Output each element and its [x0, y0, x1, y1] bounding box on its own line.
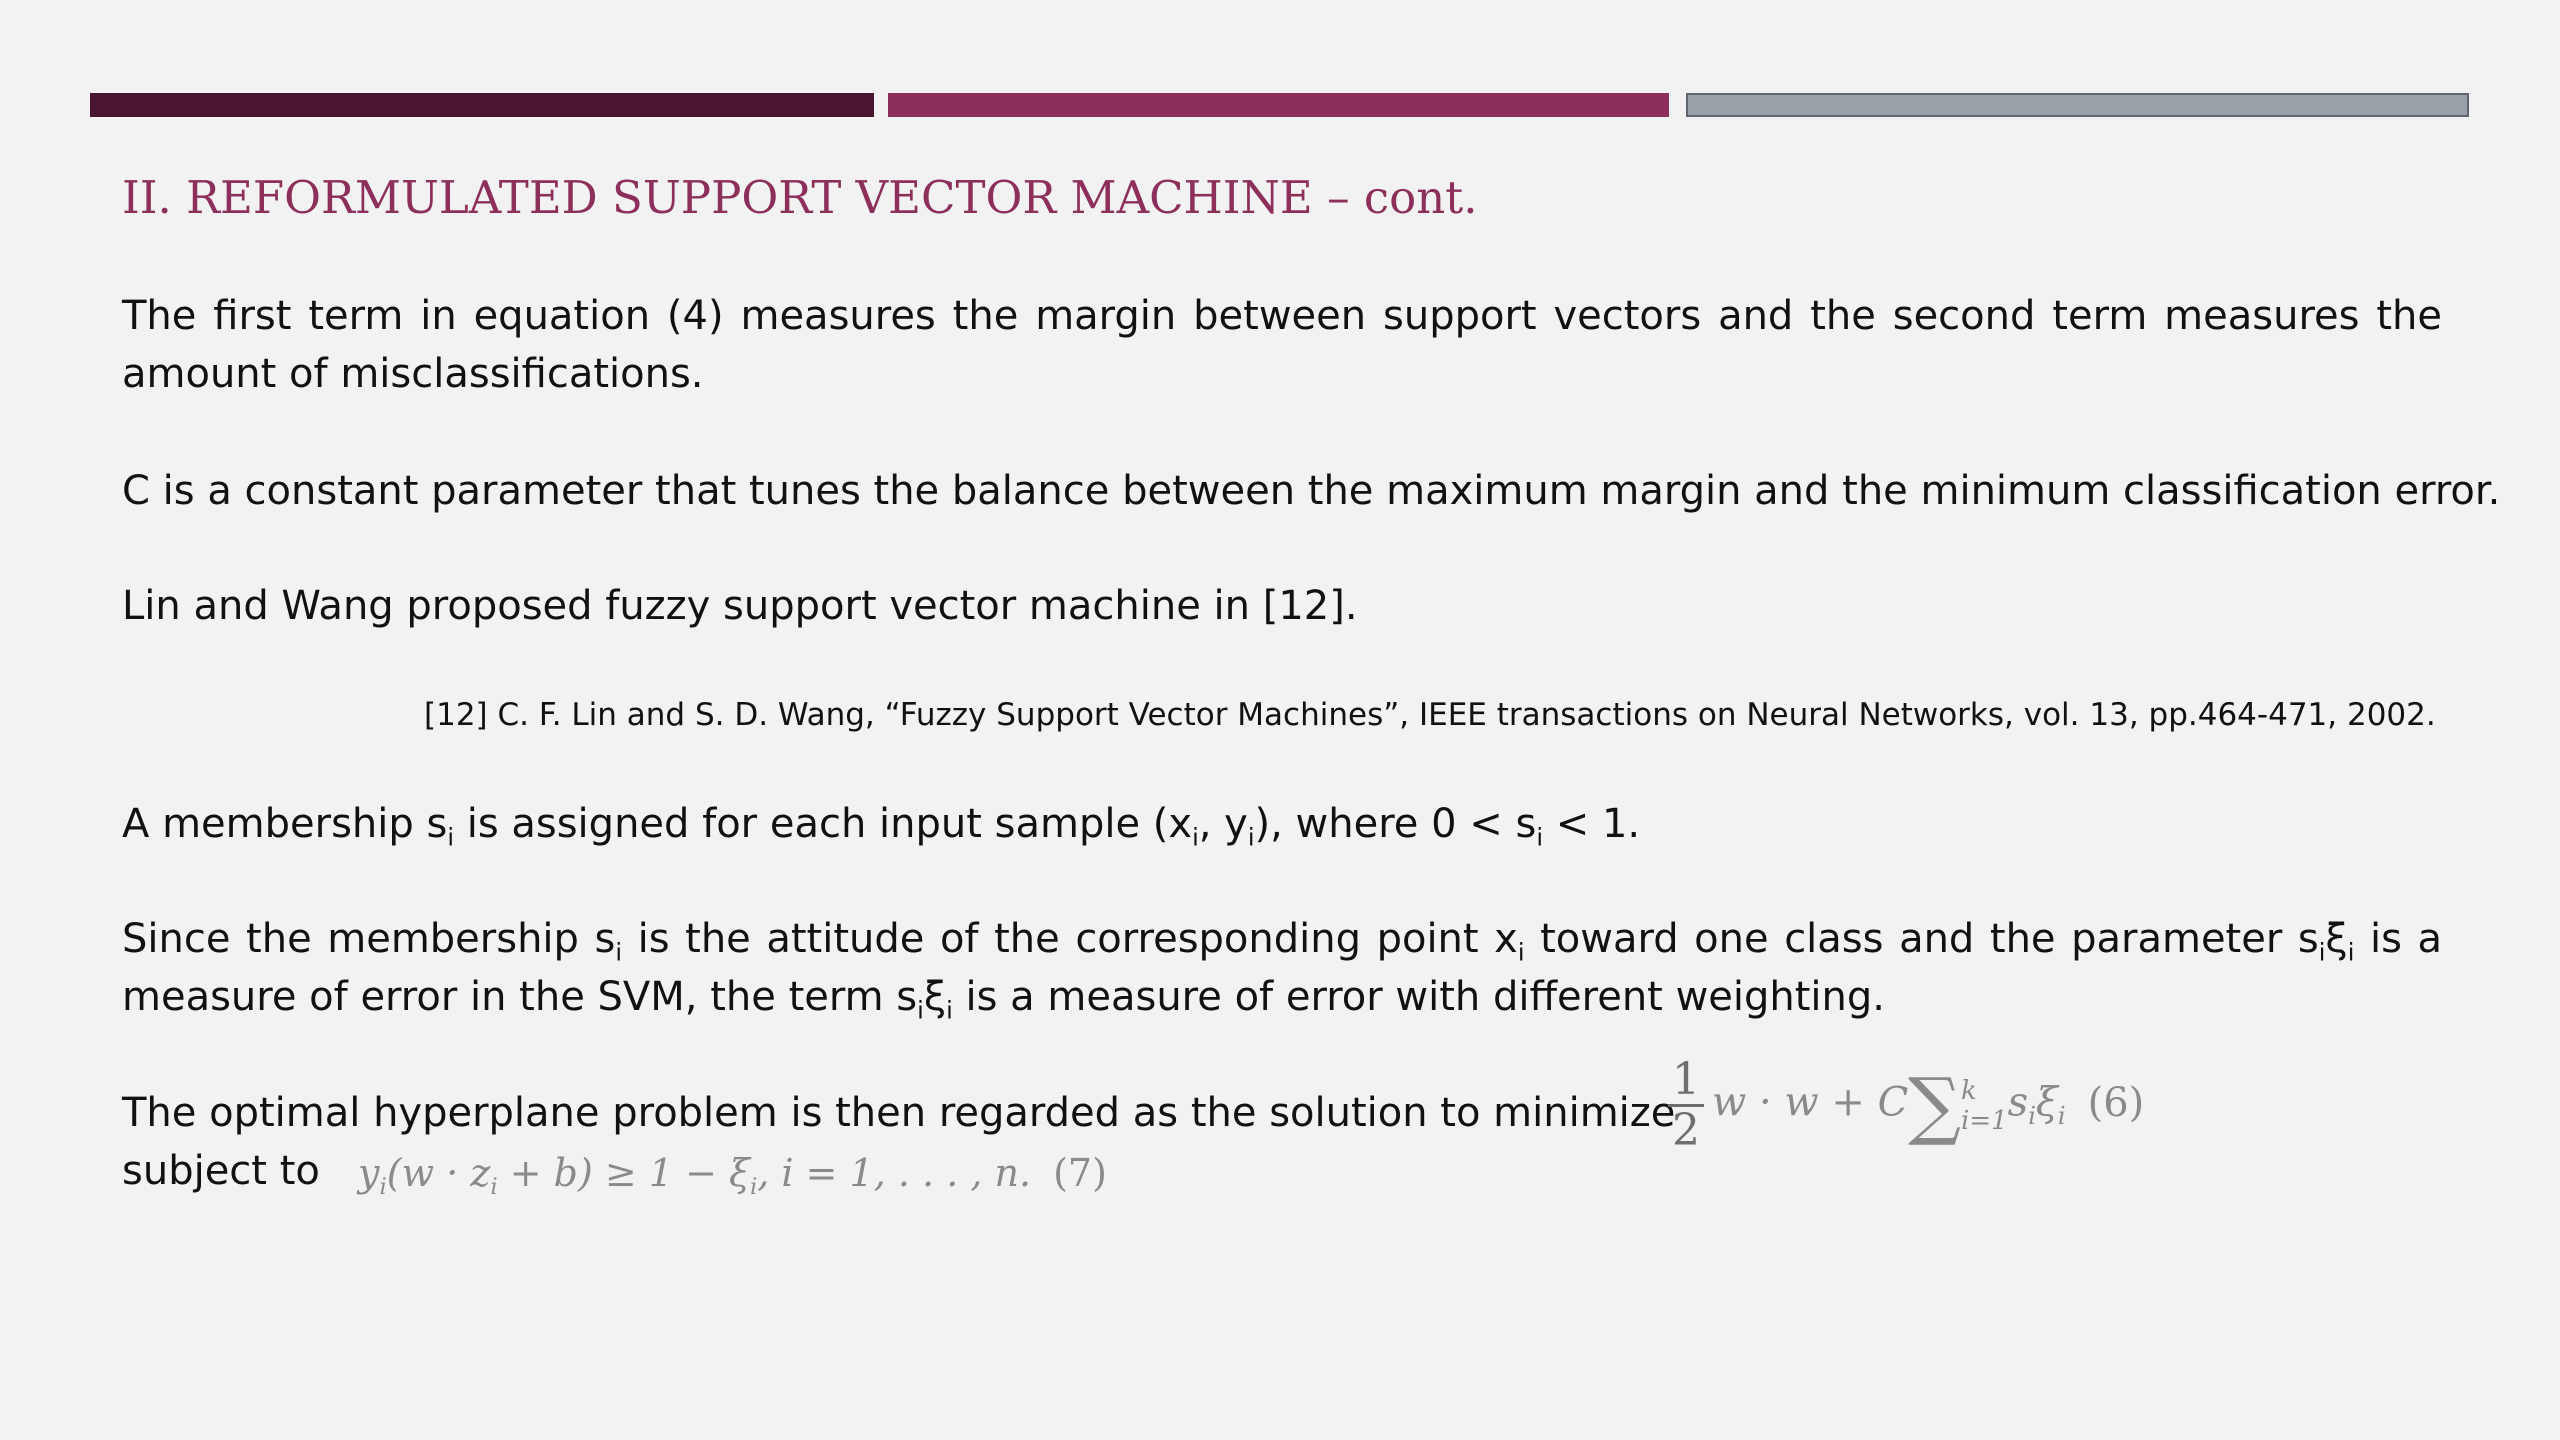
paragraph-optimal-hyperplane: The optimal hyperplane problem is then regarded as the solution to minimize [122, 1090, 1676, 1136]
paragraph-since-membership: Since the membership $s_i$ is the attitude of the corresponding point $x_i$ toward one class and the parameter $s_i\xi_i$ is a measure of error in the SVM, the term $s_i\xi_i$ is a measure of error with different weighting. [122, 916, 2442, 1025]
paragraph-membership: A membership $s_i$ is assigned for each input sample ($x_i$, $y_i$), where $0 < s_i < 1$. [122, 801, 1641, 852]
reference-citation: [12] C. F. Lin and S. D. Wang, “Fuzzy Support Vector Machines”, IEEE transactions on Neural Networks, vol. 13, pp.464-471, 2002. [424, 697, 2436, 733]
paragraph-subject-to: subject to [122, 1148, 320, 1194]
formula-fraction: $\frac{1}{2}$ [1668, 1058, 1704, 1153]
paragraph-lin-wang: Lin and Wang proposed fuzzy support vector machine in [12]. [122, 583, 1358, 629]
summation-symbol: ∑ [1908, 1062, 1961, 1149]
equation-number-6: (6) [2087, 1079, 2145, 1126]
summation-limits: k i=1 [1961, 1075, 2008, 1136]
header-bar-dark [90, 93, 874, 117]
slide-title: II. REFORMULATED SUPPORT VECTOR MACHINE – cont. [122, 171, 1478, 224]
equation-number-7: (7) [1053, 1151, 1107, 1195]
paragraph-first-term: The first term in equation (4) measures the margin between support vectors and the second term measures the amount of misclassifications. [122, 293, 2442, 397]
header-bar-gray [1686, 93, 2469, 117]
paragraph-constant-c: C is a constant parameter that tunes the balance between the maximum margin and the minimum classification error. [122, 468, 2501, 514]
formula-constraint-7: $y_i(w \cdot z_i + b) \ge 1 - \xi_i$, i = 1, . . . , n. (7) [358, 1151, 1107, 1200]
header-bar-magenta [888, 93, 1669, 117]
formula-objective-6: $\frac{1}{2}$ w · w + C∑ k i=1 $s_i\xi_i$ (6) [1668, 1058, 2144, 1153]
